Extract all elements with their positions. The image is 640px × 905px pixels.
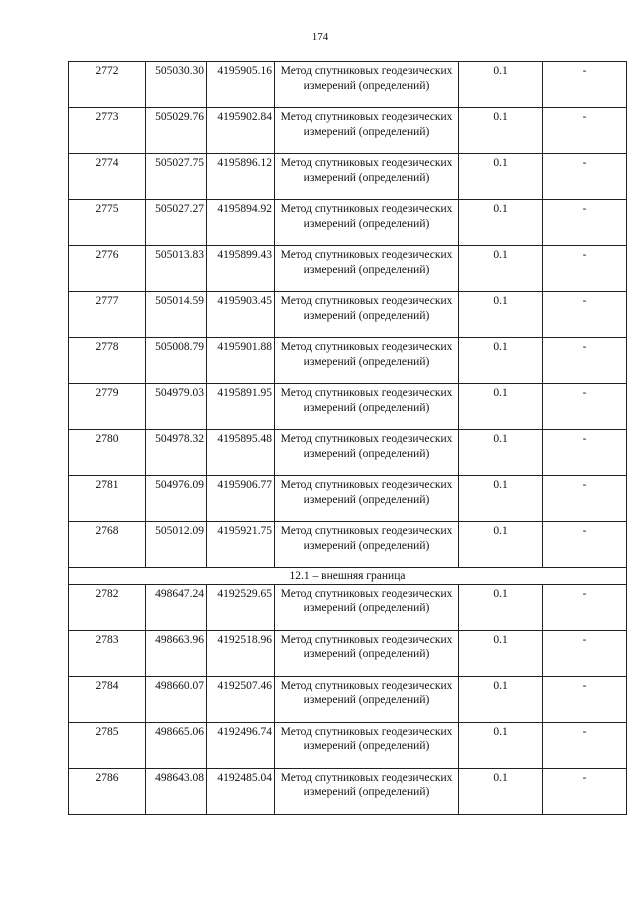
x-coordinate-cell: 504976.09 — [146, 476, 207, 522]
note-cell: - — [543, 384, 627, 430]
method-cell: Метод спутниковых геодезических измерений (определений) — [275, 630, 459, 676]
accuracy-cell: 0.1 — [459, 584, 543, 630]
y-coordinate-cell: 4195901.88 — [207, 338, 275, 384]
point-number-cell: 2778 — [69, 338, 146, 384]
note-cell: - — [543, 292, 627, 338]
point-number-cell: 2773 — [69, 108, 146, 154]
y-coordinate-cell: 4195894.92 — [207, 200, 275, 246]
method-cell: Метод спутниковых геодезических измерений (определений) — [275, 246, 459, 292]
note-cell: - — [543, 154, 627, 200]
x-coordinate-cell: 498647.24 — [146, 584, 207, 630]
x-coordinate-cell: 498643.08 — [146, 768, 207, 814]
point-number-cell: 2782 — [69, 584, 146, 630]
x-coordinate-cell: 505027.75 — [146, 154, 207, 200]
point-number-cell: 2775 — [69, 200, 146, 246]
point-number-cell: 2784 — [69, 676, 146, 722]
table-row — [69, 584, 627, 630]
accuracy-cell: 0.1 — [459, 522, 543, 568]
table-row — [69, 676, 627, 722]
coordinates-table-body — [69, 62, 627, 815]
accuracy-cell: 0.1 — [459, 676, 543, 722]
point-number-cell: 2779 — [69, 384, 146, 430]
method-cell: Метод спутниковых геодезических измерений (определений) — [275, 62, 459, 108]
method-cell: Метод спутниковых геодезических измерений (определений) — [275, 722, 459, 768]
table-row — [69, 154, 627, 200]
note-cell: - — [543, 630, 627, 676]
table-row — [69, 630, 627, 676]
point-number-cell: 2768 — [69, 522, 146, 568]
note-cell: - — [543, 722, 627, 768]
accuracy-cell: 0.1 — [459, 292, 543, 338]
point-number-cell: 2785 — [69, 722, 146, 768]
y-coordinate-cell: 4192529.65 — [207, 584, 275, 630]
y-coordinate-cell: 4195903.45 — [207, 292, 275, 338]
table-row — [69, 768, 627, 814]
table-row — [69, 200, 627, 246]
y-coordinate-cell: 4192518.96 — [207, 630, 275, 676]
method-cell: Метод спутниковых геодезических измерений (определений) — [275, 676, 459, 722]
table-row — [69, 246, 627, 292]
method-cell: Метод спутниковых геодезических измерений (определений) — [275, 384, 459, 430]
y-coordinate-cell: 4195921.75 — [207, 522, 275, 568]
point-number-cell: 2772 — [69, 62, 146, 108]
note-cell: - — [543, 62, 627, 108]
table-row — [69, 476, 627, 522]
point-number-cell: 2774 — [69, 154, 146, 200]
accuracy-cell: 0.1 — [459, 338, 543, 384]
y-coordinate-cell: 4192496.74 — [207, 722, 275, 768]
note-cell: - — [543, 246, 627, 292]
coordinates-table — [68, 61, 627, 815]
accuracy-cell: 0.1 — [459, 246, 543, 292]
method-cell: Метод спутниковых геодезических измерений (определений) — [275, 200, 459, 246]
x-coordinate-cell: 505013.83 — [146, 246, 207, 292]
y-coordinate-cell: 4195905.16 — [207, 62, 275, 108]
accuracy-cell: 0.1 — [459, 430, 543, 476]
accuracy-cell: 0.1 — [459, 384, 543, 430]
accuracy-cell: 0.1 — [459, 722, 543, 768]
point-number-cell: 2786 — [69, 768, 146, 814]
y-coordinate-cell: 4192507.46 — [207, 676, 275, 722]
accuracy-cell: 0.1 — [459, 62, 543, 108]
accuracy-cell: 0.1 — [459, 630, 543, 676]
method-cell: Метод спутниковых геодезических измерений (определений) — [275, 768, 459, 814]
y-coordinate-cell: 4195906.77 — [207, 476, 275, 522]
table-row — [69, 62, 627, 108]
section-heading-row — [69, 568, 627, 585]
method-cell: Метод спутниковых геодезических измерений (определений) — [275, 154, 459, 200]
method-cell: Метод спутниковых геодезических измерений (определений) — [275, 338, 459, 384]
point-number-cell: 2780 — [69, 430, 146, 476]
table-row — [69, 522, 627, 568]
x-coordinate-cell: 505008.79 — [146, 338, 207, 384]
page-number: 174 — [311, 31, 329, 43]
method-cell: Метод спутниковых геодезических измерений (определений) — [275, 430, 459, 476]
note-cell: - — [543, 430, 627, 476]
x-coordinate-cell: 505012.09 — [146, 522, 207, 568]
table-row — [69, 430, 627, 476]
x-coordinate-cell: 498663.96 — [146, 630, 207, 676]
note-cell: - — [543, 338, 627, 384]
x-coordinate-cell: 504979.03 — [146, 384, 207, 430]
accuracy-cell: 0.1 — [459, 154, 543, 200]
table-row — [69, 108, 627, 154]
method-cell: Метод спутниковых геодезических измерений (определений) — [275, 522, 459, 568]
y-coordinate-cell: 4192485.04 — [207, 768, 275, 814]
table-row — [69, 722, 627, 768]
note-cell: - — [543, 108, 627, 154]
accuracy-cell: 0.1 — [459, 108, 543, 154]
point-number-cell: 2777 — [69, 292, 146, 338]
y-coordinate-cell: 4195895.48 — [207, 430, 275, 476]
x-coordinate-cell: 505027.27 — [146, 200, 207, 246]
note-cell: - — [543, 476, 627, 522]
table-row — [69, 384, 627, 430]
y-coordinate-cell: 4195896.12 — [207, 154, 275, 200]
note-cell: - — [543, 676, 627, 722]
point-number-cell: 2783 — [69, 630, 146, 676]
method-cell: Метод спутниковых геодезических измерений (определений) — [275, 292, 459, 338]
method-cell: Метод спутниковых геодезических измерений (определений) — [275, 584, 459, 630]
table-row — [69, 292, 627, 338]
x-coordinate-cell: 505030.30 — [146, 62, 207, 108]
table-row — [69, 338, 627, 384]
note-cell: - — [543, 584, 627, 630]
y-coordinate-cell: 4195891.95 — [207, 384, 275, 430]
x-coordinate-cell: 498660.07 — [146, 676, 207, 722]
x-coordinate-cell: 505014.59 — [146, 292, 207, 338]
accuracy-cell: 0.1 — [459, 476, 543, 522]
x-coordinate-cell: 498665.06 — [146, 722, 207, 768]
method-cell: Метод спутниковых геодезических измерений (определений) — [275, 476, 459, 522]
x-coordinate-cell: 504978.32 — [146, 430, 207, 476]
method-cell: Метод спутниковых геодезических измерений (определений) — [275, 108, 459, 154]
y-coordinate-cell: 4195899.43 — [207, 246, 275, 292]
accuracy-cell: 0.1 — [459, 768, 543, 814]
note-cell: - — [543, 200, 627, 246]
note-cell: - — [543, 768, 627, 814]
accuracy-cell: 0.1 — [459, 200, 543, 246]
y-coordinate-cell: 4195902.84 — [207, 108, 275, 154]
section-heading: 12.1 – внешняя граница — [69, 568, 627, 585]
note-cell: - — [543, 522, 627, 568]
point-number-cell: 2776 — [69, 246, 146, 292]
x-coordinate-cell: 505029.76 — [146, 108, 207, 154]
point-number-cell: 2781 — [69, 476, 146, 522]
